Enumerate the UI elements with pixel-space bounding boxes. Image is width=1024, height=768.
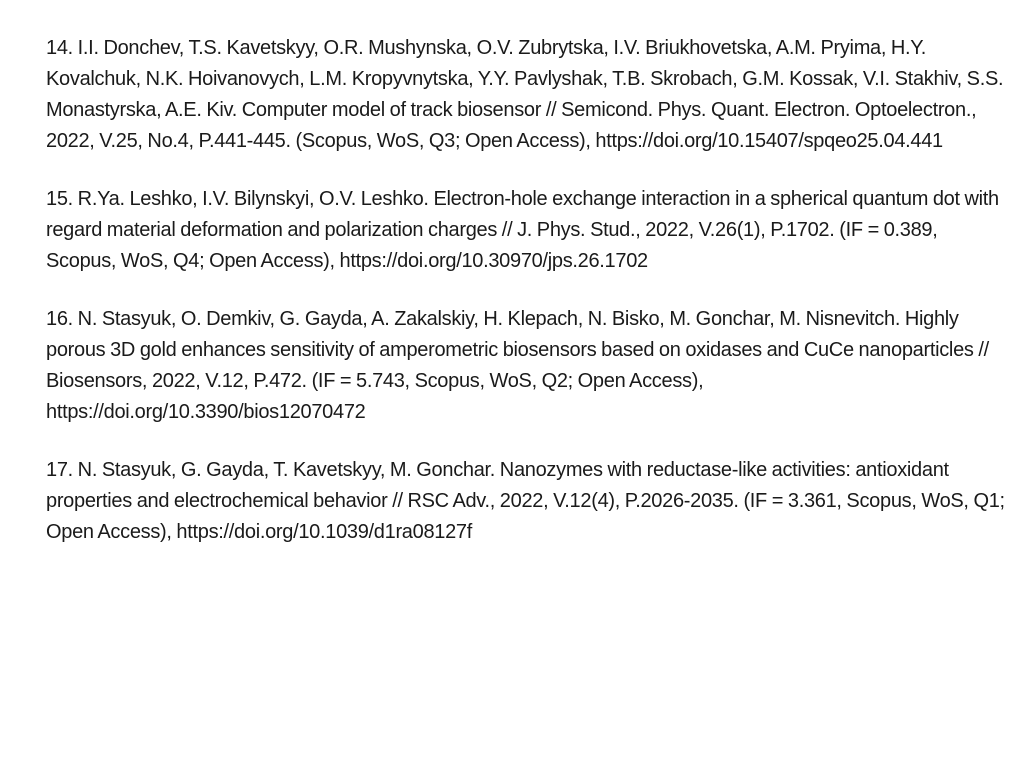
reference-item-15 bbox=[46, 184, 1006, 277]
reference-text: R.Ya. Leshko, I.V. Bilynskyi, O.V. Leshko. Electron-hole exchange interaction in a spherical quantum dot with regard material deformation and polarization charges // J. Phys. Stud., 2022, V.26(1), P.1702. (IF = 0.389, Scopus, WoS, Q4; Open Access), https://doi.org/10.30970/jps.26.1702 bbox=[46, 188, 999, 272]
reference-number: 16. bbox=[46, 308, 73, 330]
reference-number: 15. bbox=[46, 188, 73, 210]
reference-text: N. Stasyuk, G. Gayda, T. Kavetskyy, M. Gonchar. Nanozymes with reductase-like activities: antioxidant properties and electrochemical behavior // RSC Adv., 2022, V.12(4), P.2026-2035. (IF = 3.361, Scopus, WoS, Q1; Open Access), https://doi.org/10.1039/d1ra08127f bbox=[46, 459, 1005, 543]
reference-text: N. Stasyuk, O. Demkiv, G. Gayda, A. Zakalskiy, H. Klepach, N. Bisko, M. Gonchar, M. Nisnevitch. Highly porous 3D gold enhances sensitivity of amperometric biosensors based on oxidases and CuCe nanoparticles // Biosensors, 2022, V.12, P.472. (IF = 5.743, Scopus, WoS, Q2; Open Access), https://doi.org/10.3390/bios12070472 bbox=[46, 308, 989, 423]
reference-list bbox=[46, 33, 1006, 575]
reference-number: 17. bbox=[46, 459, 73, 481]
reference-text: I.I. Donchev, T.S. Kavetskyy, O.R. Mushynska, O.V. Zubrytska, I.V. Briukhovetska, A.M. Pryima, H.Y. Kovalchuk, N.K. Hoivanovych, L.M. Kropyvnytska, Y.Y. Pavlyshak, T.B. Skrobach, G.M. Kossak, V.I. Stakhiv, S.S. Monastyrska, A.E. Kiv. Computer model of track biosensor // Semicond. Phys. Quant. Electron. Optoelectron., 2022, V.25, No.4, P.441-445. (Scopus, WoS, Q3; Open Access), https://doi.org/10.15407/spqeo25.04.441 bbox=[46, 37, 1004, 152]
reference-number: 14. bbox=[46, 37, 73, 59]
reference-item-17 bbox=[46, 455, 1006, 548]
reference-item-16 bbox=[46, 304, 1006, 428]
reference-item-14 bbox=[46, 33, 1006, 157]
